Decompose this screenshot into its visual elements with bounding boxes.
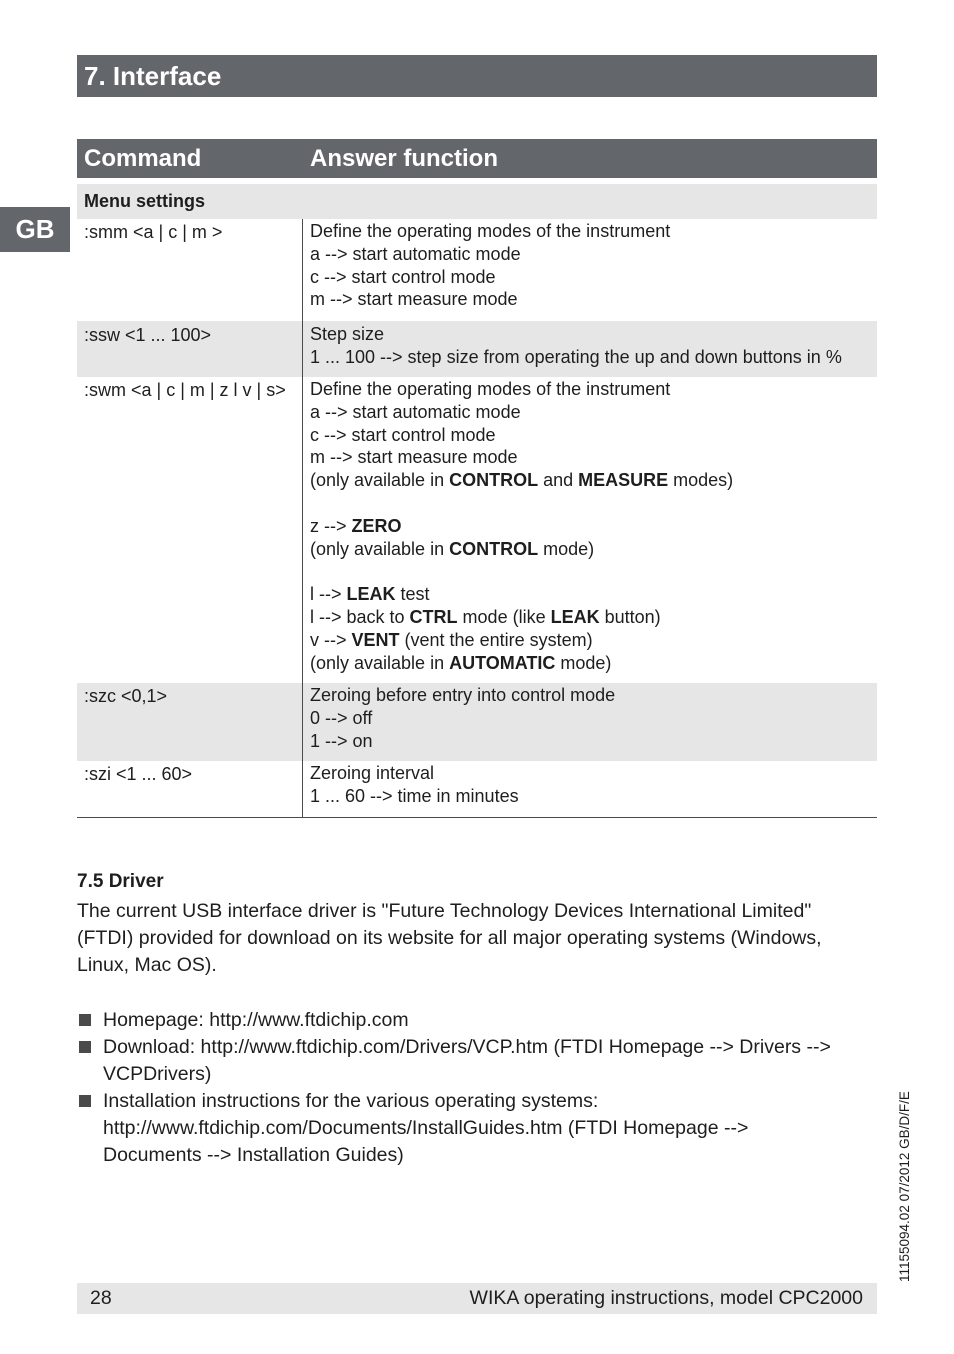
answer-cell xyxy=(310,683,615,752)
bold-run: CONTROL xyxy=(449,470,539,491)
table-header xyxy=(77,139,877,178)
answer-line: c --> start control mode xyxy=(310,424,496,445)
command-cell: :smm <a | c | m > xyxy=(84,222,223,242)
bullet-square-icon xyxy=(79,1041,91,1053)
text-run: mode (like xyxy=(457,606,551,627)
command-cell: :szi <1 ... 60> xyxy=(84,764,193,784)
page-footer xyxy=(77,1283,877,1314)
answer-line: 0 --> off xyxy=(310,707,373,728)
column-divider xyxy=(302,219,303,321)
text-run: test xyxy=(395,584,430,605)
answer-cell xyxy=(310,377,733,674)
bold-run: LEAK xyxy=(550,606,600,627)
answer-line xyxy=(310,629,733,652)
text-run: and xyxy=(538,470,579,491)
table-row xyxy=(77,377,877,683)
text-run: (only available in xyxy=(310,652,450,673)
bullet-square-icon xyxy=(79,1014,91,1026)
list-item-line: Documents --> Installation Guides) xyxy=(103,1144,404,1166)
command-cell: :ssw <1 ... 100> xyxy=(84,325,212,345)
text-run: (only available in xyxy=(310,470,450,491)
text-run: mode) xyxy=(555,652,612,673)
document-number: 11155094.02 07/2012 GB/D/F/E xyxy=(897,1091,912,1282)
answer-line: 1 ... 60 --> time in minutes xyxy=(310,785,519,806)
answer-cell xyxy=(310,219,670,311)
language-tab: GB xyxy=(0,207,70,252)
command-cell: :szc <0,1> xyxy=(84,686,168,706)
bold-run: VENT xyxy=(351,629,400,650)
answer-line: Zeroing before entry into control mode xyxy=(310,685,616,705)
answer-line: Define the operating modes of the instrument xyxy=(310,221,671,241)
answer-cell xyxy=(310,761,519,808)
answer-column-header: Answer function xyxy=(310,145,499,172)
command-cell: :swm <a | c | m | z l v | s> xyxy=(84,380,286,400)
page-number: 28 xyxy=(90,1287,112,1309)
footer-title: WIKA operating instructions, model CPC2000 xyxy=(469,1287,863,1309)
bold-run: ZERO xyxy=(351,515,402,536)
list-item xyxy=(77,1007,877,1034)
text-run: l --> back to xyxy=(310,606,410,627)
answer-line: Define the operating modes of the instrument xyxy=(310,379,671,399)
list-item-line: VCPDrivers) xyxy=(103,1063,212,1085)
text-run: button) xyxy=(599,606,661,627)
table-row xyxy=(77,683,877,761)
answer-line xyxy=(310,538,733,561)
text-run: (only available in xyxy=(310,538,450,559)
blank-line xyxy=(310,492,733,515)
command-table xyxy=(77,184,877,817)
command-column-header: Command xyxy=(84,145,202,172)
paragraph-line: (FTDI) provided for download on its website for all major operating systems (Windows, xyxy=(77,927,822,949)
answer-line: a --> start automatic mode xyxy=(310,401,521,422)
section-heading: 7.5 Driver xyxy=(77,871,164,892)
list-item xyxy=(77,1034,877,1088)
column-divider xyxy=(302,377,303,683)
answer-cell xyxy=(310,321,842,369)
column-divider xyxy=(302,683,303,761)
section-row xyxy=(77,184,877,219)
bold-run: AUTOMATIC xyxy=(449,652,556,673)
text-run: z --> xyxy=(310,515,352,536)
bold-run: LEAK xyxy=(346,584,396,605)
paragraph-line: Linux, Mac OS). xyxy=(77,954,217,976)
bold-run: MEASURE xyxy=(578,470,669,491)
table-row xyxy=(77,761,877,817)
answer-line xyxy=(310,583,733,606)
answer-line xyxy=(310,469,733,492)
blank-line xyxy=(310,560,733,583)
list-item-line: Installation instructions for the various operating systems: xyxy=(103,1090,599,1112)
table-row xyxy=(77,219,877,321)
answer-line: Step size xyxy=(310,324,385,344)
answer-line: c --> start control mode xyxy=(310,266,496,287)
column-divider xyxy=(302,321,303,377)
text-run: v --> xyxy=(310,629,352,650)
list-item xyxy=(77,1088,877,1169)
answer-line xyxy=(310,606,733,629)
list-item-line: http://www.ftdichip.com/Documents/InstallGuides.htm (FTDI Homepage --> xyxy=(103,1117,749,1139)
text-run: mode) xyxy=(538,538,595,559)
answer-line xyxy=(310,515,733,538)
driver-paragraph xyxy=(77,898,877,979)
answer-line: 1 ... 100 --> step size from operating the up and down buttons in % xyxy=(310,346,842,367)
driver-bullet-list xyxy=(77,1007,877,1169)
table-row xyxy=(77,321,877,377)
section-label: Menu settings xyxy=(84,191,206,211)
bold-run: CTRL xyxy=(409,606,458,627)
answer-line: a --> start automatic mode xyxy=(310,243,521,264)
answer-line: m --> start measure mode xyxy=(310,289,518,310)
column-divider xyxy=(302,761,303,817)
table-bottom-rule xyxy=(77,817,877,818)
chapter-title: 7. Interface xyxy=(77,55,877,97)
text-run: l --> xyxy=(310,584,347,605)
list-item-line: Download: http://www.ftdichip.com/Drivers/VCP.htm (FTDI Homepage --> Drivers --> xyxy=(103,1036,831,1058)
list-item-line: Homepage: http://www.ftdichip.com xyxy=(103,1009,409,1031)
bullet-square-icon xyxy=(79,1095,91,1107)
answer-line: m --> start measure mode xyxy=(310,447,518,468)
answer-line: Zeroing interval xyxy=(310,763,435,783)
bold-run: CONTROL xyxy=(449,538,539,559)
answer-line: 1 --> on xyxy=(310,730,373,751)
text-run: (vent the entire system) xyxy=(399,629,593,650)
paragraph-line: The current USB interface driver is "Future Technology Devices International Limited" xyxy=(77,900,812,922)
answer-line xyxy=(310,652,733,675)
text-run: modes) xyxy=(668,470,734,491)
